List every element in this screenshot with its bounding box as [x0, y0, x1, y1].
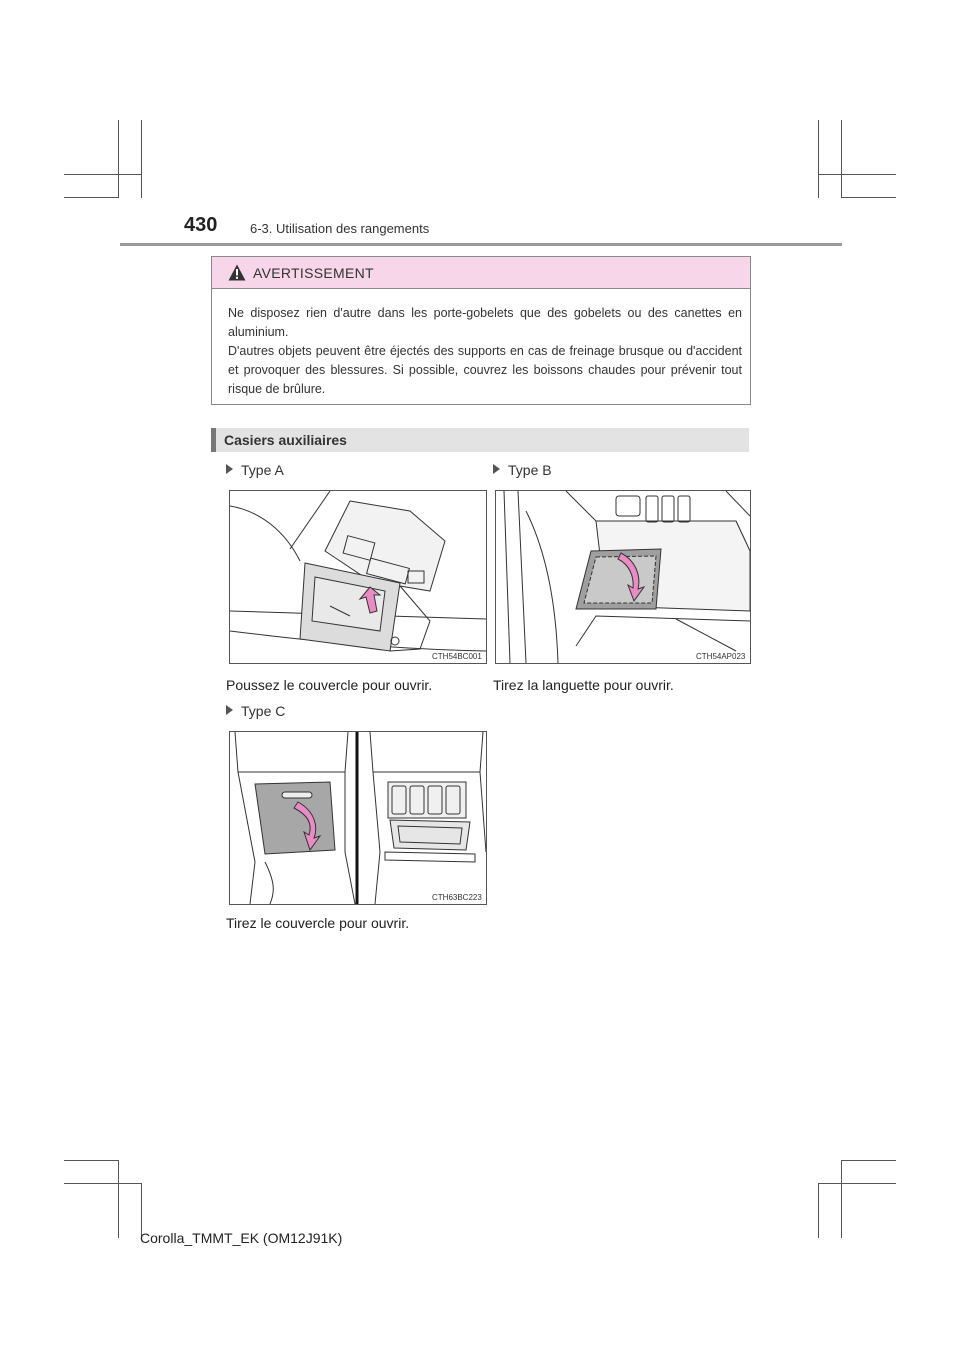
warning-triangle-icon [228, 264, 246, 281]
document-footer: Corolla_TMMT_EK (OM12J91K) [140, 1230, 343, 1246]
crop-mark [64, 174, 141, 175]
bullet-triangle-icon [226, 705, 233, 715]
crop-mark [64, 1160, 118, 1161]
bullet-triangle-icon [226, 464, 233, 474]
crop-mark [118, 1160, 119, 1238]
warning-paragraph: D'autres objets peuvent être éjectés des supports en cas de freinage brusque ou d'accident et provoquer des blessures. Si possible, couvrez les boissons chaudes pour prévenir tout risque de brûlure. [228, 344, 742, 396]
type-b-caption: Tirez la languette pour ouvrir. [493, 677, 674, 693]
type-b-figure [495, 490, 751, 664]
warning-header [212, 257, 750, 289]
type-b-label [493, 462, 552, 478]
section-title-bar [211, 428, 749, 452]
crop-mark [64, 1183, 141, 1184]
crop-mark [841, 120, 842, 198]
header-divider [120, 243, 842, 246]
type-label-text: Type B [508, 462, 552, 478]
dashboard-illustration [496, 491, 750, 663]
crop-mark [818, 120, 819, 198]
type-a-label [226, 462, 284, 478]
crop-mark [841, 1160, 896, 1161]
crop-mark [841, 197, 896, 198]
lower-console-illustration [230, 732, 486, 904]
section-heading: 6-3. Utilisation des rangements [250, 221, 430, 236]
warning-box [211, 256, 751, 405]
overhead-console-illustration [230, 491, 486, 663]
bullet-triangle-icon [493, 464, 500, 474]
crop-mark [141, 120, 142, 198]
type-a-caption: Poussez le couvercle pour ouvrir. [226, 677, 433, 693]
page-number: 430 [184, 214, 218, 236]
crop-mark [818, 1183, 896, 1184]
section-accent [211, 428, 216, 452]
type-c-label [226, 703, 285, 719]
crop-mark [64, 197, 118, 198]
crop-mark [841, 1160, 842, 1238]
figure-code: CTH54BC001 [432, 652, 482, 661]
figure-code: CTH63BC223 [432, 893, 482, 902]
crop-mark [818, 1183, 819, 1238]
figure-code: CTH54AP023 [696, 652, 746, 661]
warning-body [228, 304, 742, 399]
warning-paragraph: Ne disposez rien d'autre dans les porte-gobelets que des gobelets ou des canettes en aluminium. [228, 306, 742, 339]
crop-mark [118, 120, 119, 198]
crop-mark [818, 174, 896, 175]
warning-title: AVERTISSEMENT [253, 265, 374, 281]
type-c-figure [229, 731, 487, 905]
type-a-figure [229, 490, 487, 664]
type-label-text: Type C [241, 703, 286, 719]
section-title: Casiers auxiliaires [224, 432, 347, 448]
type-c-caption: Tirez le couvercle pour ouvrir. [226, 915, 410, 931]
type-label-text: Type A [241, 462, 284, 478]
